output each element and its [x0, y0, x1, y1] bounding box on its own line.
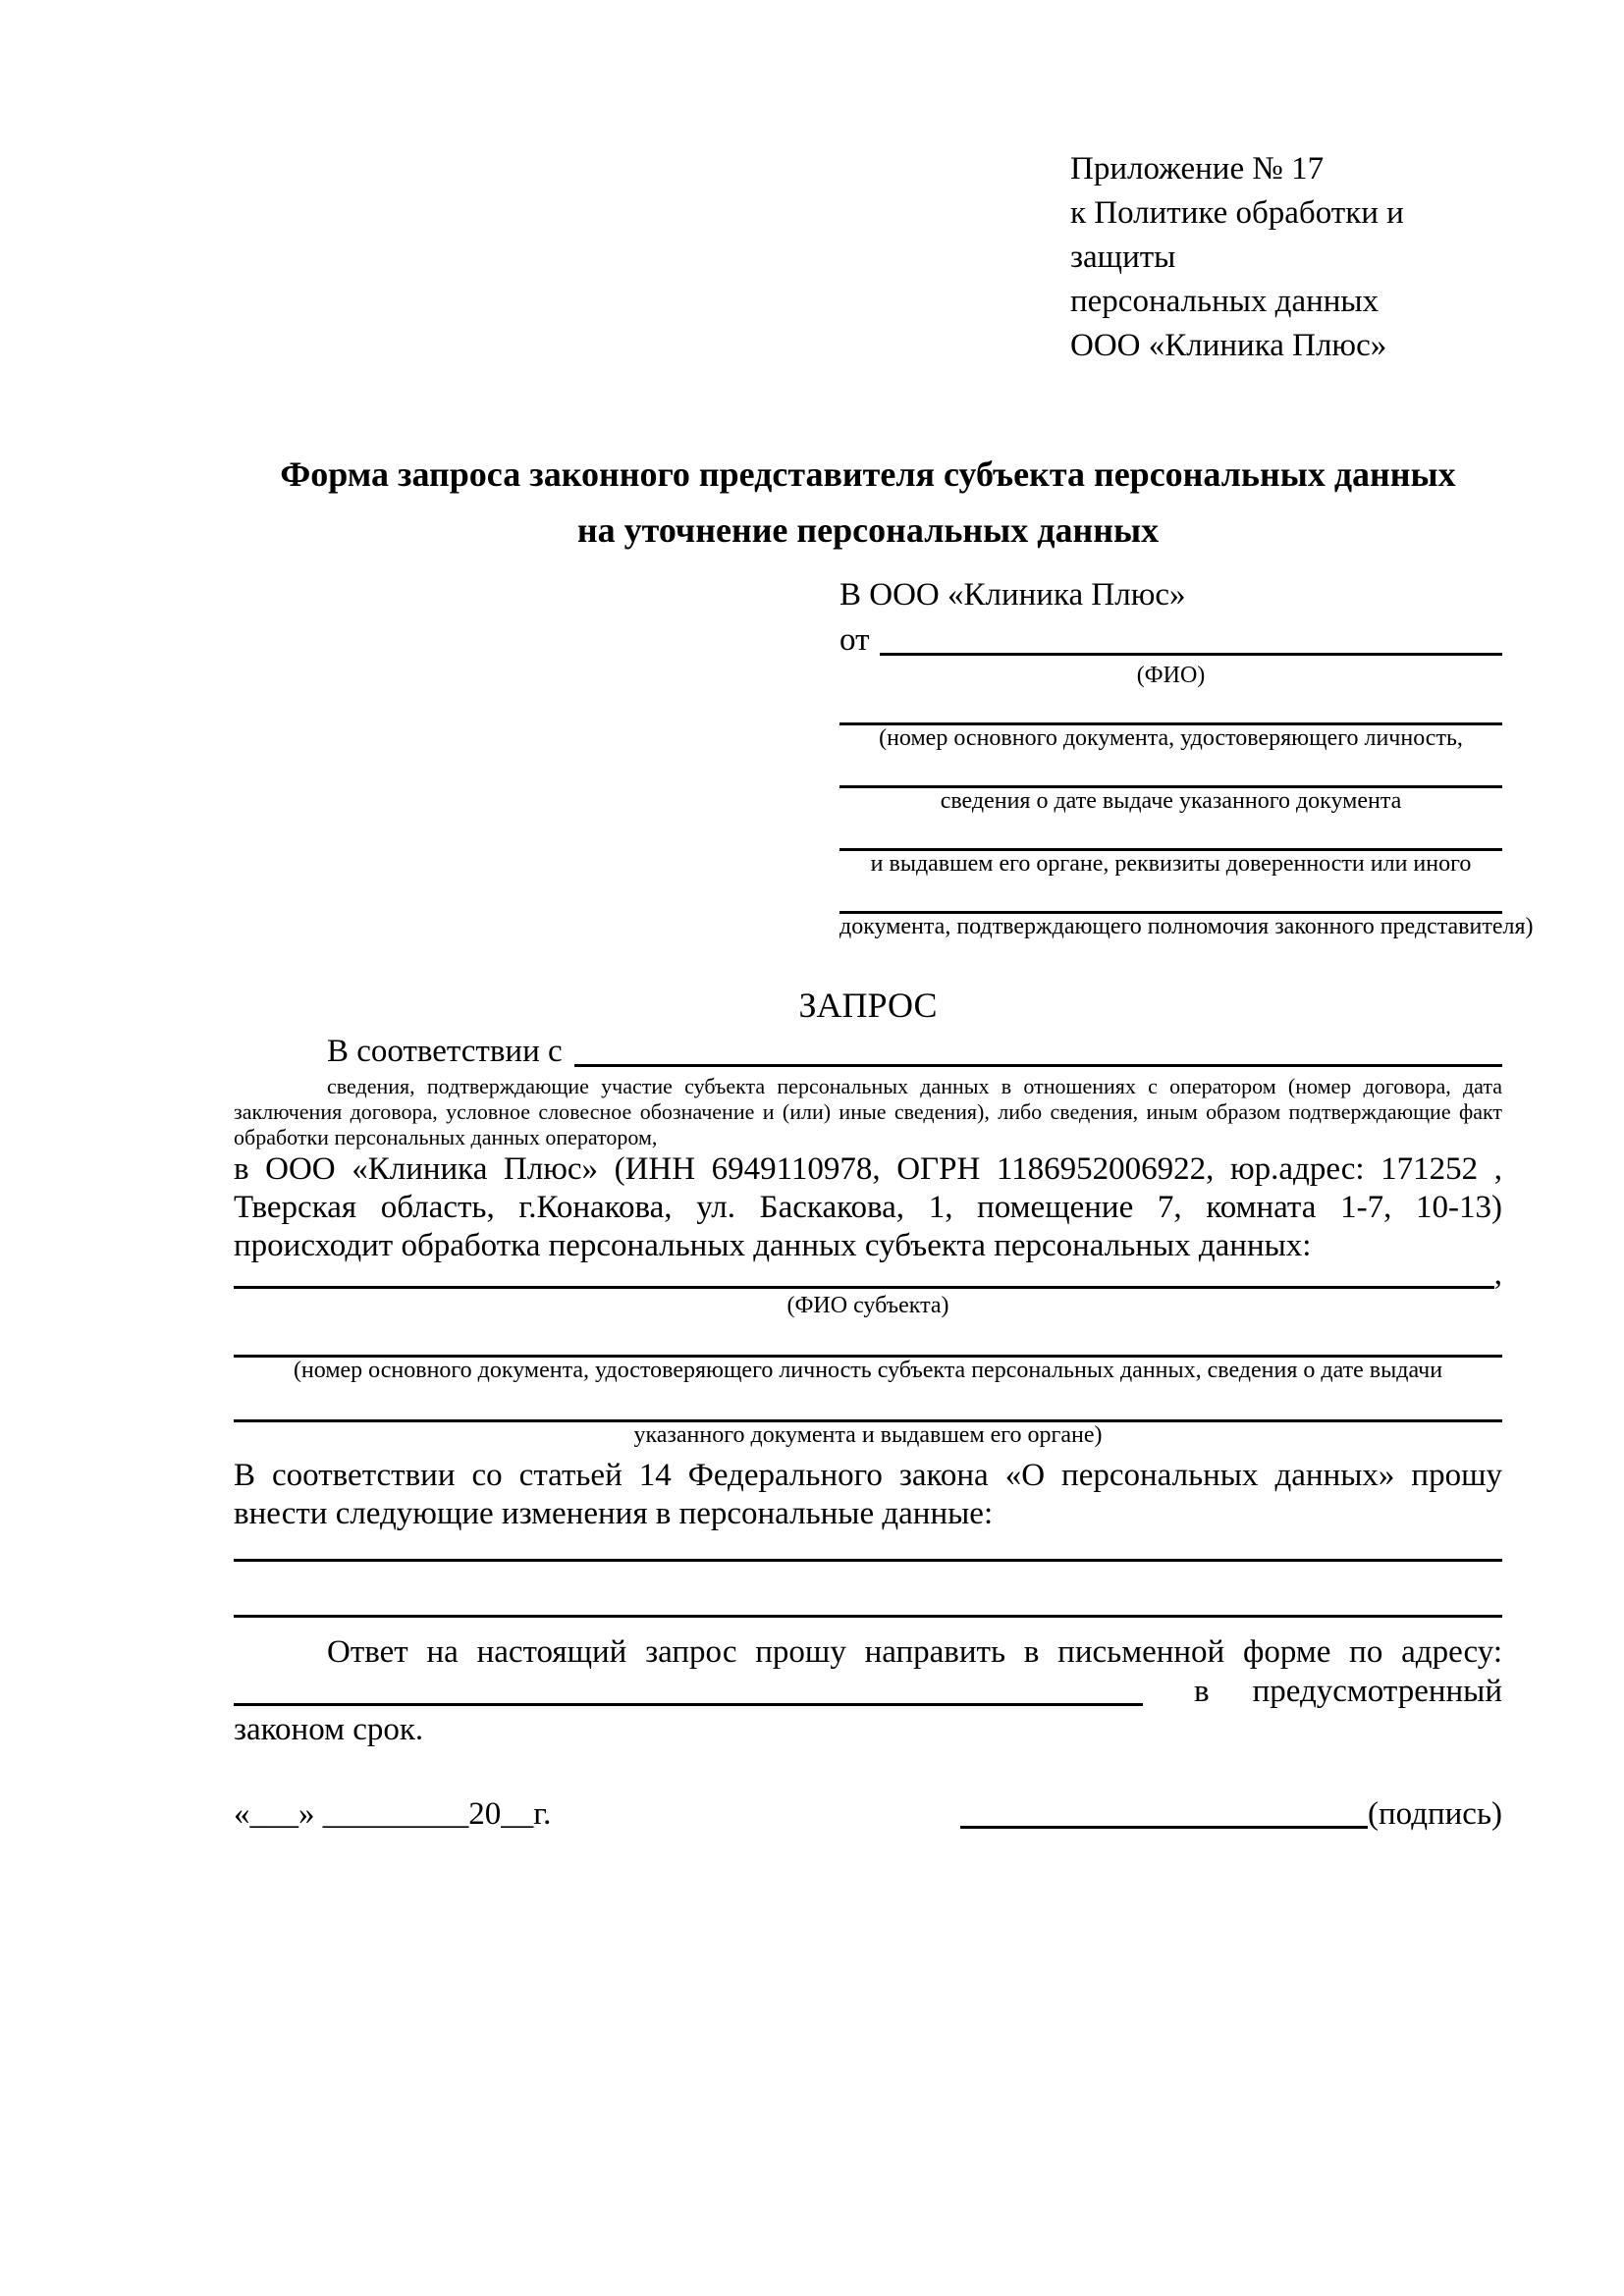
addressee-blank-line-1: [839, 689, 1502, 725]
addressee-blank-line-3: [839, 815, 1502, 851]
annex-line-2: к Политике обработки и защиты: [1070, 195, 1404, 275]
intro-label: В соответствии с: [327, 1034, 563, 1069]
changes-blank-line-1: [234, 1533, 1502, 1562]
addressee-caption-3: и выдавшем его органе, реквизиты доверенности или иного: [870, 851, 1472, 877]
intro-blank-line: [574, 1064, 1502, 1067]
annex-line-3: персональных данных: [1070, 284, 1380, 319]
subject-doc-blank-line-2: [234, 1384, 1502, 1422]
reply-line-1: Ответ на настоящий запрос прошу направить в письменной форме по адресу:: [327, 1634, 1502, 1670]
addressee-caption-1: (номер основного документа, удостоверяющего личность,: [879, 725, 1463, 751]
addressee-to: В ООО «Клиника Плюс»: [839, 577, 1186, 613]
reply-word: предусмотренный: [1252, 1674, 1502, 1709]
reply-preposition: в: [1194, 1674, 1210, 1709]
addressee-caption-2: сведения о дате выдаче указанного документа: [940, 788, 1402, 814]
addressee-caption-4: документа, подтверждающего полномочия законного представителя): [839, 914, 1534, 939]
addressee-from-row: [839, 617, 1502, 663]
changes-blank-line-2: [234, 1562, 1502, 1618]
reply-line-3: законом срок.: [234, 1712, 424, 1747]
caption-fio: (ФИО): [1136, 663, 1206, 688]
title-line-1: Форма запроса законного представителя субъекта персональных данных: [280, 454, 1456, 494]
footer-row: [234, 1789, 1502, 1834]
addressee-block: [839, 572, 1534, 940]
document-title: [234, 447, 1502, 559]
title-line-2: на уточнение персональных данных: [576, 510, 1160, 550]
addressee-blank-line-2: [839, 752, 1502, 788]
date-blank: «___» _________20__г.: [234, 1796, 552, 1832]
reply-line-2-text: [1143, 1673, 1502, 1711]
annex-block: [1070, 147, 1502, 368]
reply-address-row: [234, 1672, 1502, 1711]
from-label: от: [839, 622, 870, 658]
operator-paragraph: в ООО «Клиника Плюс» (ИНН 6949110978, ОГРН 1186952006922, юр.адрес: 171252 , Тверская область, г.Конакова, ул. Баскакова, 1, помещение 7, комната 1-7, 10-13) происходит обработка персональных данных субъекта персональных данных:: [234, 1151, 1502, 1263]
subject-doc-blank-line-1: [234, 1319, 1502, 1358]
subject-fio-row: [234, 1256, 1502, 1293]
request-heading: ЗАПРОС: [798, 986, 938, 1025]
signature-caption: (подпись): [1368, 1796, 1502, 1832]
reply-address-blank-line: [234, 1703, 1143, 1706]
addressee-blank-line-4: [839, 878, 1502, 914]
intro-row: [234, 1029, 1502, 1074]
annex-line-1: Приложение № 17: [1070, 151, 1325, 187]
signature-blank-line: [960, 1826, 1368, 1829]
subject-fio-blank-line: [234, 1286, 1494, 1289]
subject-doc-caption-2: указанного документа и выдавшем его органе): [633, 1422, 1103, 1448]
from-blank-line: [880, 653, 1503, 656]
subject-fio-comma: ,: [1493, 1256, 1502, 1292]
subject-fio-caption: (ФИО субъекта): [786, 1293, 949, 1318]
intro-note: сведения, подтверждающие участие субъекта персональных данных в отношениях с оператором (номер договора, дата заключения договора, условное словесное обозначение и (или) иные сведения), либо сведения, иным образом подтверждающие факт обработки персональных данных оператором,: [234, 1074, 1502, 1149]
subject-doc-caption-1: (номер основного документа, удостоверяющего личность субъекта персональных данных, сведения о дате выдачи: [293, 1358, 1443, 1383]
law-paragraph: В соответствии со статьей 14 Федерального закона «О персональных данных» прошу внести следующие изменения в персональные данные:: [234, 1458, 1502, 1531]
annex-line-4: ООО «Клиника Плюс»: [1070, 328, 1387, 363]
